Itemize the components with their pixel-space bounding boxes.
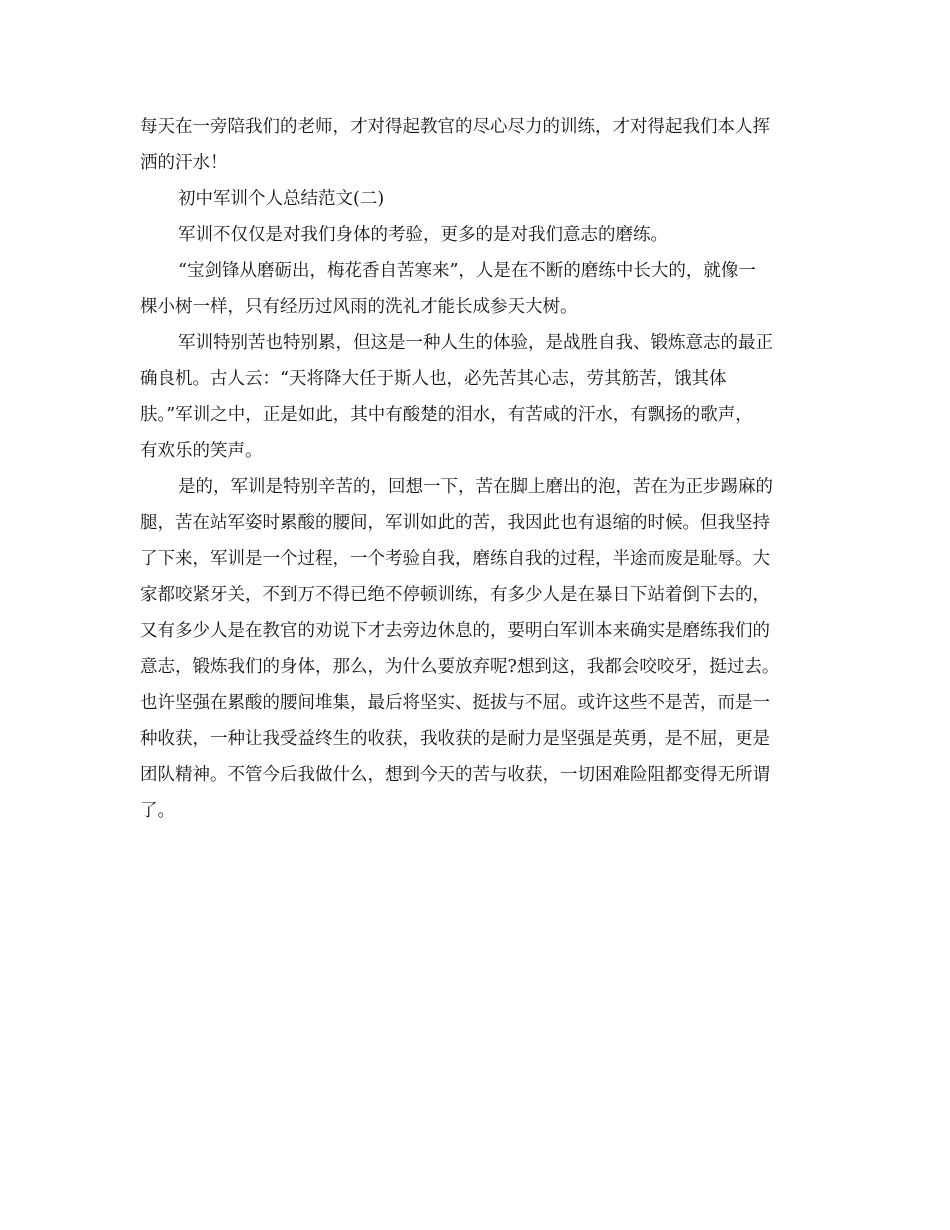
text-line: 每天在一旁陪我们的老师，才对得起教官的尽心尽力的训练，才对得起我们本人挥: [140, 117, 770, 137]
section-heading: 初中军训个人总结范文(二): [178, 189, 385, 209]
text-line: 了。: [140, 801, 175, 821]
text-line: 团队精神。不管今后我做什么，想到今天的苦与收获，一切困难险阻都变得无所谓: [140, 765, 770, 785]
text-line: 意志，锻炼我们的身体，那么，为什么要放弃呢?想到这，我都会咬咬牙，挺过去。: [140, 657, 780, 677]
text-line: 家都咬紧牙关，不到万不得已绝不停顿训练，有多少人是在暴日下站着倒下去的，: [140, 585, 770, 605]
text-line: 种收获，一种让我受益终生的收获，我收获的是耐力是坚强是英勇，是不屈，更是: [140, 729, 770, 749]
text-line: 了下来，军训是一个过程，一个考验自我，磨练自我的过程，半途而废是耻辱。大: [140, 549, 770, 569]
text-line: 肤。”军训之中，正是如此，其中有酸楚的泪水，有苦咸的汗水，有飘扬的歌声，: [140, 405, 753, 425]
text-line: “宝剑锋从磨砺出，梅花香自苦寒来”，人是在不断的磨练中长大的，就像一: [178, 261, 756, 281]
text-line: 有欢乐的笑声。: [140, 441, 263, 461]
text-line: 又有多少人是在教官的劝说下才去旁边休息的，要明白军训本来确实是磨练我们的: [140, 621, 770, 641]
text-line: 军训不仅仅是对我们身体的考验，更多的是对我们意志的磨练。: [178, 225, 668, 245]
text-line: 棵小树一样，只有经历过风雨的洗礼才能长成参天大树。: [140, 297, 578, 317]
text-line: 也许坚强在累酸的腰间堆集，最后将坚实、挺拔与不屈。或许这些不是苦，而是一: [140, 693, 770, 713]
text-line: 腿，苦在站军姿时累酸的腰间，军训如此的苦，我因此也有退缩的时候。但我坚持: [140, 513, 770, 533]
text-line: 洒的汗水！: [140, 153, 228, 173]
text-line: 是的，军训是特别辛苦的，回想一下，苦在脚上磨出的泡，苦在为正步踢麻的: [178, 477, 773, 497]
text-line: 军训特别苦也特别累，但这是一种人生的体验，是战胜自我、锻炼意志的最正: [178, 333, 773, 353]
text-line: 确良机。古人云：“天将降大任于斯人也，必先苦其心志，劳其筋苦，饿其体: [140, 369, 727, 389]
